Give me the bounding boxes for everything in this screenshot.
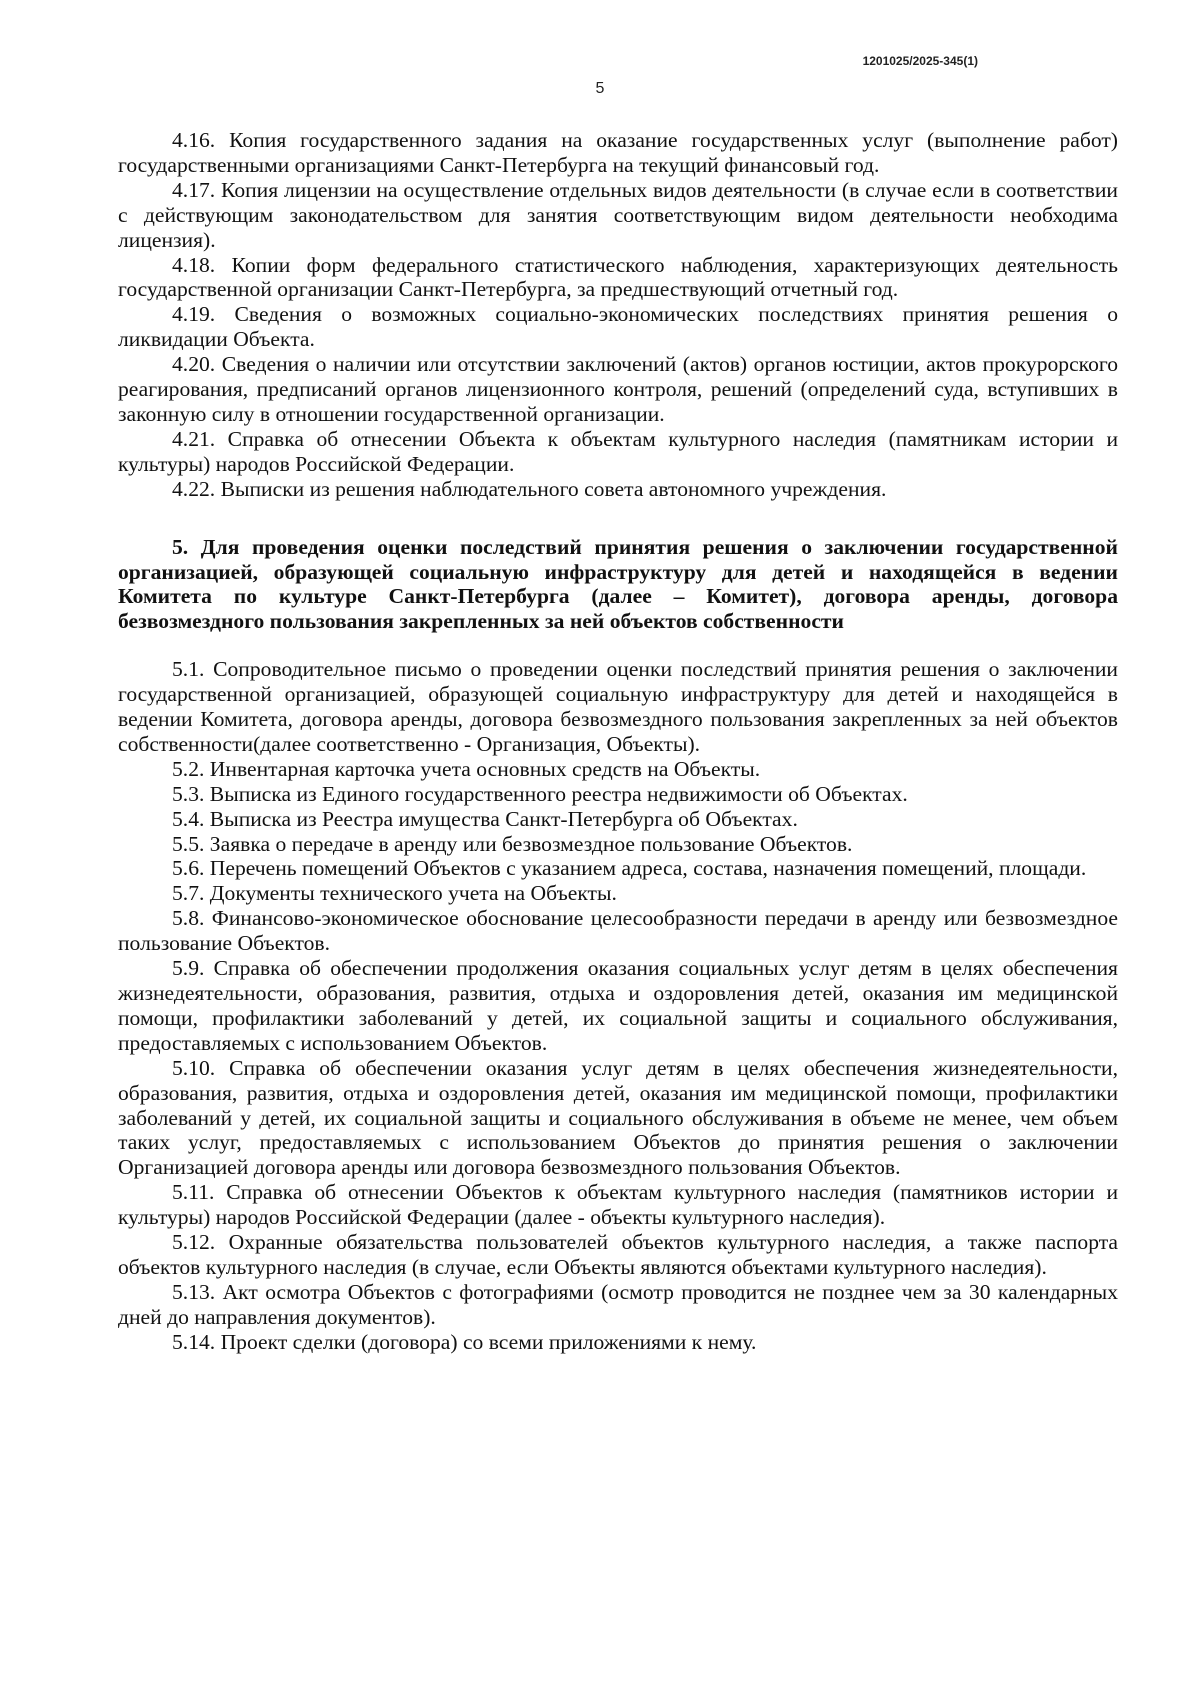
- item-5-10: 5.10. Справка об обеспечении оказания услуг детям в целях обеспечения жизнедеятельности, образования, развития, отдыха и оздоровления детей, оказания им медицинской помощи, профилактики заболеваний у детей, их социальной защиты и социального обслуживания в объеме не менее, чем объем таких услуг, предоставляемых с использованием Объектов до принятия решения о заключении Организацией договора аренды или договора безвозмездного пользования Объектов.: [118, 1055, 1118, 1180]
- item-5-7: 5.7. Документы технического учета на Объекты.: [172, 881, 617, 906]
- item-5-2: 5.2. Инвентарная карточка учета основных средств на Объекты.: [172, 756, 761, 781]
- document-body: [118, 128, 1118, 1355]
- item-5-4: 5.4. Выписка из Реестра имущества Санкт-Петербурга об Объектах.: [172, 806, 798, 831]
- item-4-21: 4.21. Справка об отнесении Объекта к объектам культурного наследия (памятникам истории и культуры) народов Российской Федерации.: [118, 426, 1118, 476]
- item-5-5: 5.5. Заявка о передаче в аренду или безвозмездное пользование Объектов.: [172, 831, 853, 856]
- page-number: 5: [595, 80, 605, 97]
- item-4-20: 4.20. Сведения о наличии или отсутствии заключений (актов) органов юстиции, актов прокурорского реагирования, предписаний органов лицензионного контроля, решений (определений суда, вступивших в законную силу в отношении государственной организации.: [118, 352, 1118, 426]
- item-5-14: 5.14. Проект сделки (договора) со всеми приложениями к нему.: [172, 1329, 757, 1354]
- item-4-17: 4.17. Копия лицензии на осуществление отдельных видов деятельности (в случае если в соответствии с действующим законодательством для занятия соответствующим видом деятельности необходима лицензия).: [118, 177, 1118, 252]
- item-5-8: 5.8. Финансово-экономическое обоснование целесообразности передачи в аренду или безвозмездное пользование Объектов.: [118, 906, 1118, 956]
- item-4-18: 4.18. Копии форм федерального статистического наблюдения, характеризующих деятельность государственной организации Санкт-Петербурга, за предшествующий отчетный год.: [118, 252, 1118, 302]
- item-4-16: 4.16. Копия государственного задания на оказание государственных услуг (выполнение работ) государственными организациями Санкт-Петербурга на текущий финансовый год.: [118, 128, 1118, 177]
- item-5-1: 5.1. Сопроводительное письмо о проведении оценки последствий принятия решения о заключении государственной организацией, образующей социальную инфраструктуру для детей и находящейся в ведении Комитета, договора аренды, договора безвозмездного пользования закрепленных за ней объектов собственности(далее соответственно - Организация, Объекты).: [118, 657, 1118, 756]
- item-5-9: 5.9. Справка об обеспечении продолжения оказания социальных услуг детям в целях обеспечения жизнедеятельности, образования, развития, отдыха и оздоровления детей, оказания им медицинской помощи, профилактики заболеваний у детей, их социальной защиты и социального обслуживания, предоставляемых с использованием Объектов.: [118, 956, 1118, 1055]
- item-5-3: 5.3. Выписка из Единого государственного реестра недвижимости об Объектах.: [172, 781, 908, 806]
- item-5-6: 5.6. Перечень помещений Объектов с указанием адреса, состава, назначения помещений, площади.: [172, 856, 1087, 881]
- section-5-heading: 5. Для проведения оценки последствий принятия решения о заключении государственной организацией, образующей социальную инфраструктуру для детей и находящейся в ведении Комитета по культуре Санкт-Петербурга (далее – Комитет), договора аренды, договора безвозмездного пользования закрепленных за ней объектов собственности: [118, 534, 1118, 634]
- item-5-11: 5.11. Справка об отнесении Объектов к объектам культурного наследия (памятников истории и культуры) народов Российской Федерации (далее - объекты культурного наследия).: [118, 1180, 1118, 1230]
- item-5-12: 5.12. Охранные обязательства пользователей объектов культурного наследия, а также паспорта объектов культурного наследия (в случае, если Объекты являются объектами культурного наследия).: [118, 1230, 1118, 1279]
- document-id: 1201025/2025-345(1): [862, 54, 978, 68]
- item-4-22: 4.22. Выписки из решения наблюдательного совета автономного учреждения.: [172, 476, 887, 501]
- item-5-13: 5.13. Акт осмотра Объектов с фотографиями (осмотр проводится не позднее чем за 30 календарных дней до направления документов).: [118, 1279, 1118, 1329]
- item-4-19: 4.19. Сведения о возможных социально-экономических последствиях принятия решения о ликвидации Объекта.: [118, 302, 1118, 352]
